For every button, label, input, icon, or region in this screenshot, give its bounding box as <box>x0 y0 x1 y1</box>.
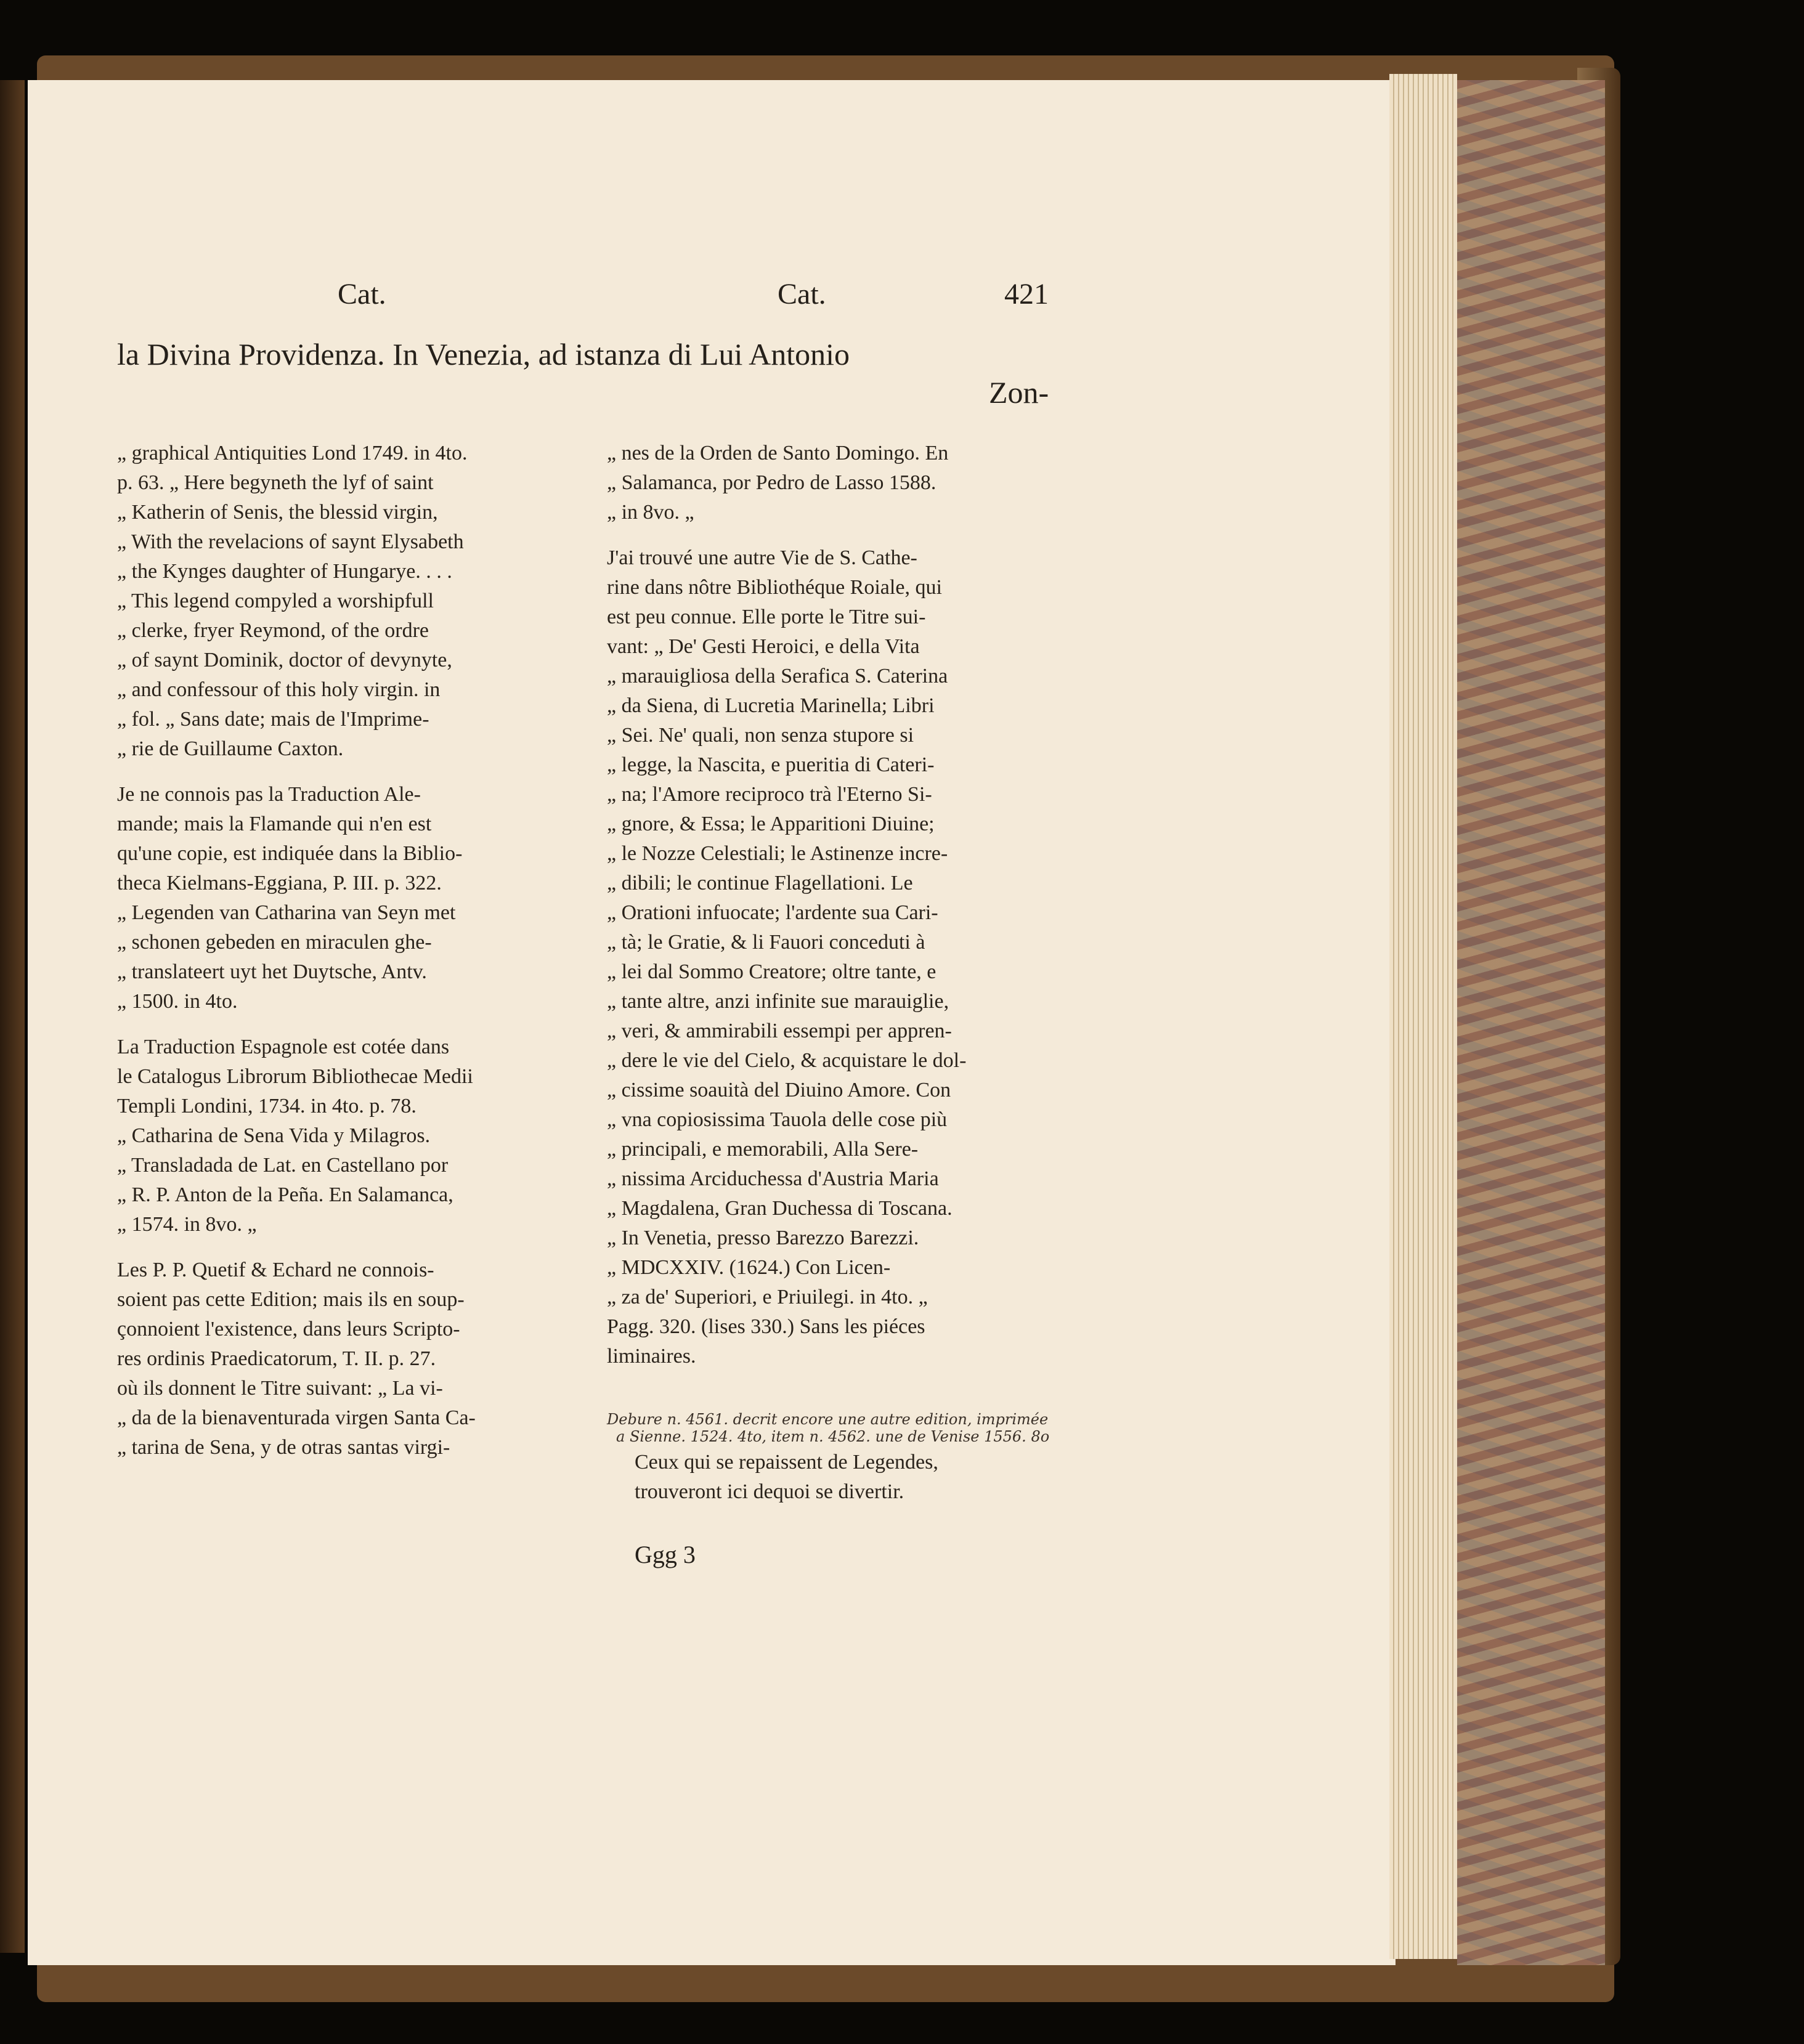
right-column-line: „ veri, & ammirabili essempi per appren- <box>607 1020 952 1042</box>
left-column-line: Les P. P. Quetif & Echard ne connois- <box>117 1259 434 1281</box>
right-column-line: J'ai trouvé une autre Vie de S. Cathe- <box>607 546 917 569</box>
left-column-line: „ the Kynges daughter of Hungarye. . . . <box>117 560 452 583</box>
left-column-line: „ graphical Antiquities Lond 1749. in 4to. <box>117 442 468 464</box>
right-column-line: „ na; l'Amore reciproco trà l'Eterno Si- <box>607 783 932 806</box>
left-column-line: „ and confessour of this holy virgin. in <box>117 678 441 701</box>
left-column-line: „ This legend compyled a worshipfull <box>117 590 434 612</box>
left-column-line: Je ne connois pas la Traduction Ale- <box>117 783 421 806</box>
marbled-page-edge <box>1457 80 1605 1965</box>
left-column-line: p. 63. „ Here begyneth the lyf of saint <box>117 471 434 494</box>
running-head-left: Cat. <box>338 278 386 310</box>
closing-lines <box>635 1448 1066 1507</box>
closing-line: Ceux qui se repaissent de Legendes, <box>635 1451 938 1474</box>
right-column-line: „ nissima Arciduchessa d'Austria Maria <box>607 1167 939 1190</box>
right-column-line: „ gnore, & Essa; le Apparitioni Diuine; <box>607 813 935 835</box>
right-column-line: „ dibili; le continue Flagellationi. Le <box>607 872 913 894</box>
left-column-line: „ Transladada de Lat. en Castellano por <box>117 1154 449 1177</box>
left-column-line: „ clerke, fryer Reymond, of the ordre <box>117 619 429 642</box>
left-column-line: où ils donnent le Titre suivant: „ La vi- <box>117 1377 443 1400</box>
handwritten-note-line-2: a Sienne. 1524. 4to, item n. 4562. une de Venise 1556. 8o <box>616 1428 1050 1445</box>
right-column <box>607 439 1063 1371</box>
right-column-line: „ za de' Superiori, e Priuilegi. in 4to. „ <box>607 1286 928 1308</box>
left-column-line: qu'une copie, est indiquée dans la Biblio- <box>117 842 463 865</box>
right-column-line: Pagg. 320. (lises 330.) Sans les piéces <box>607 1315 925 1338</box>
left-column-line: „ da de la bienaventurada virgen Santa Ca- <box>117 1406 476 1429</box>
page-stack <box>1389 74 1457 1959</box>
left-column-line: çonnoient l'existence, dans leurs Scripto- <box>117 1318 460 1340</box>
running-head-center: Cat. <box>778 278 826 310</box>
right-column-line: vant: „ De' Gesti Heroici, e della Vita <box>607 635 920 658</box>
right-column-line: „ lei dal Sommo Creatore; oltre tante, e <box>607 960 937 983</box>
right-column-line: „ In Venetia, presso Barezzo Barezzi. <box>607 1227 919 1249</box>
paragraph-gap <box>117 1016 573 1032</box>
runon-line-1: la Divina Providenza. In Venezia, ad istanza di Lui Antonio <box>117 337 850 371</box>
right-column-line: „ Sei. Ne' quali, non senza stupore si <box>607 724 914 747</box>
right-column-line: rine dans nôtre Bibliothéque Roiale, qui <box>607 576 942 599</box>
right-column-line: „ cissime soauità del Diuino Amore. Con <box>607 1079 951 1101</box>
right-column-line: est peu connue. Elle porte le Titre sui- <box>607 606 926 628</box>
right-column-line: „ legge, la Nascita, e pueritia di Cateri- <box>607 753 935 776</box>
left-column <box>117 439 573 1462</box>
left-column-line: „ rie de Guillaume Caxton. <box>117 737 344 760</box>
left-column-line: Templi Londini, 1734. in 4to. p. 78. <box>117 1095 416 1117</box>
left-column-line: mande; mais la Flamande qui n'en est <box>117 813 432 835</box>
paragraph-gap <box>117 764 573 780</box>
paragraph-gap <box>607 527 1063 543</box>
right-column-line: „ nes de la Orden de Santo Domingo. En <box>607 442 949 464</box>
left-column-line: „ of saynt Dominik, doctor of devynyte, <box>117 649 452 671</box>
right-column-line: „ vna copiosissima Tauola delle cose più <box>607 1108 948 1131</box>
left-column-line: „ 1500. in 4to. <box>117 990 238 1013</box>
right-column-line: „ Salamanca, por Pedro de Lasso 1588. <box>607 471 937 494</box>
left-column-line: „ tarina de Sena, y de otras santas virgi- <box>117 1436 450 1459</box>
left-column-line: „ R. P. Anton de la Peña. En Salamanca, <box>117 1183 453 1206</box>
right-column-line: „ dere le vie del Cielo, & acquistare le dol- <box>607 1049 967 1072</box>
right-column-line: „ MDCXXIV. (1624.) Con Licen- <box>607 1256 891 1279</box>
right-column-line: „ Orationi infuocate; l'ardente sua Cari- <box>607 901 938 924</box>
paragraph-gap <box>117 1239 573 1255</box>
right-column-line: liminaires. <box>607 1345 696 1368</box>
right-column-line: „ principali, e memorabili, Alla Sere- <box>607 1138 919 1161</box>
right-column-line: „ da Siena, di Lucretia Marinella; Libri <box>607 694 935 717</box>
left-column-line: „ fol. „ Sans date; mais de l'Imprime- <box>117 708 429 731</box>
book-left-edge <box>0 80 25 1953</box>
left-column-line: „ Katherin of Senis, the blessid virgin, <box>117 501 438 524</box>
left-column-line: „ schonen gebeden en miraculen ghe- <box>117 931 432 954</box>
right-column-line: „ marauigliosa della Serafica S. Caterina <box>607 665 948 687</box>
left-column-line: „ 1574. in 8vo. „ <box>117 1213 257 1236</box>
right-column-line: „ le Nozze Celestiali; le Astinenze incre- <box>607 842 948 865</box>
left-column-line: theca Kielmans-Eggiana, P. III. p. 322. <box>117 872 442 894</box>
page-number: 421 <box>1004 278 1049 310</box>
left-column-line: res ordinis Praedicatorum, T. II. p. 27. <box>117 1347 436 1370</box>
handwritten-note-line-1: Debure n. 4561. decrit encore une autre edition, imprimée <box>607 1411 1049 1428</box>
right-column-line: „ tante altre, anzi infinite sue marauiglie, <box>607 990 949 1013</box>
left-column-line: le Catalogus Librorum Bibliothecae Medii <box>117 1065 473 1088</box>
runon-line-2: Zon- <box>989 375 1049 410</box>
right-column-line: „ tà; le Gratie, & li Fauori conceduti à <box>607 931 925 954</box>
right-column-line: „ in 8vo. „ <box>607 501 694 524</box>
left-column-line: „ Legenden van Catharina van Seyn met <box>117 901 456 924</box>
closing-line: trouveront ici dequoi se divertir. <box>635 1480 904 1503</box>
left-column-line: „ Catharina de Sena Vida y Milagros. <box>117 1124 431 1147</box>
signature-mark: Ggg 3 <box>635 1541 696 1568</box>
left-column-line: „ translateert uyt het Duytsche, Antv. <box>117 960 427 983</box>
left-column-line: soient pas cette Edition; mais ils en soup- <box>117 1288 465 1311</box>
left-column-line: „ With the revelacions of saynt Elysabeth <box>117 530 464 553</box>
left-column-line: La Traduction Espagnole est cotée dans <box>117 1036 450 1058</box>
right-column-line: „ Magdalena, Gran Duchessa di Toscana. <box>607 1197 953 1220</box>
